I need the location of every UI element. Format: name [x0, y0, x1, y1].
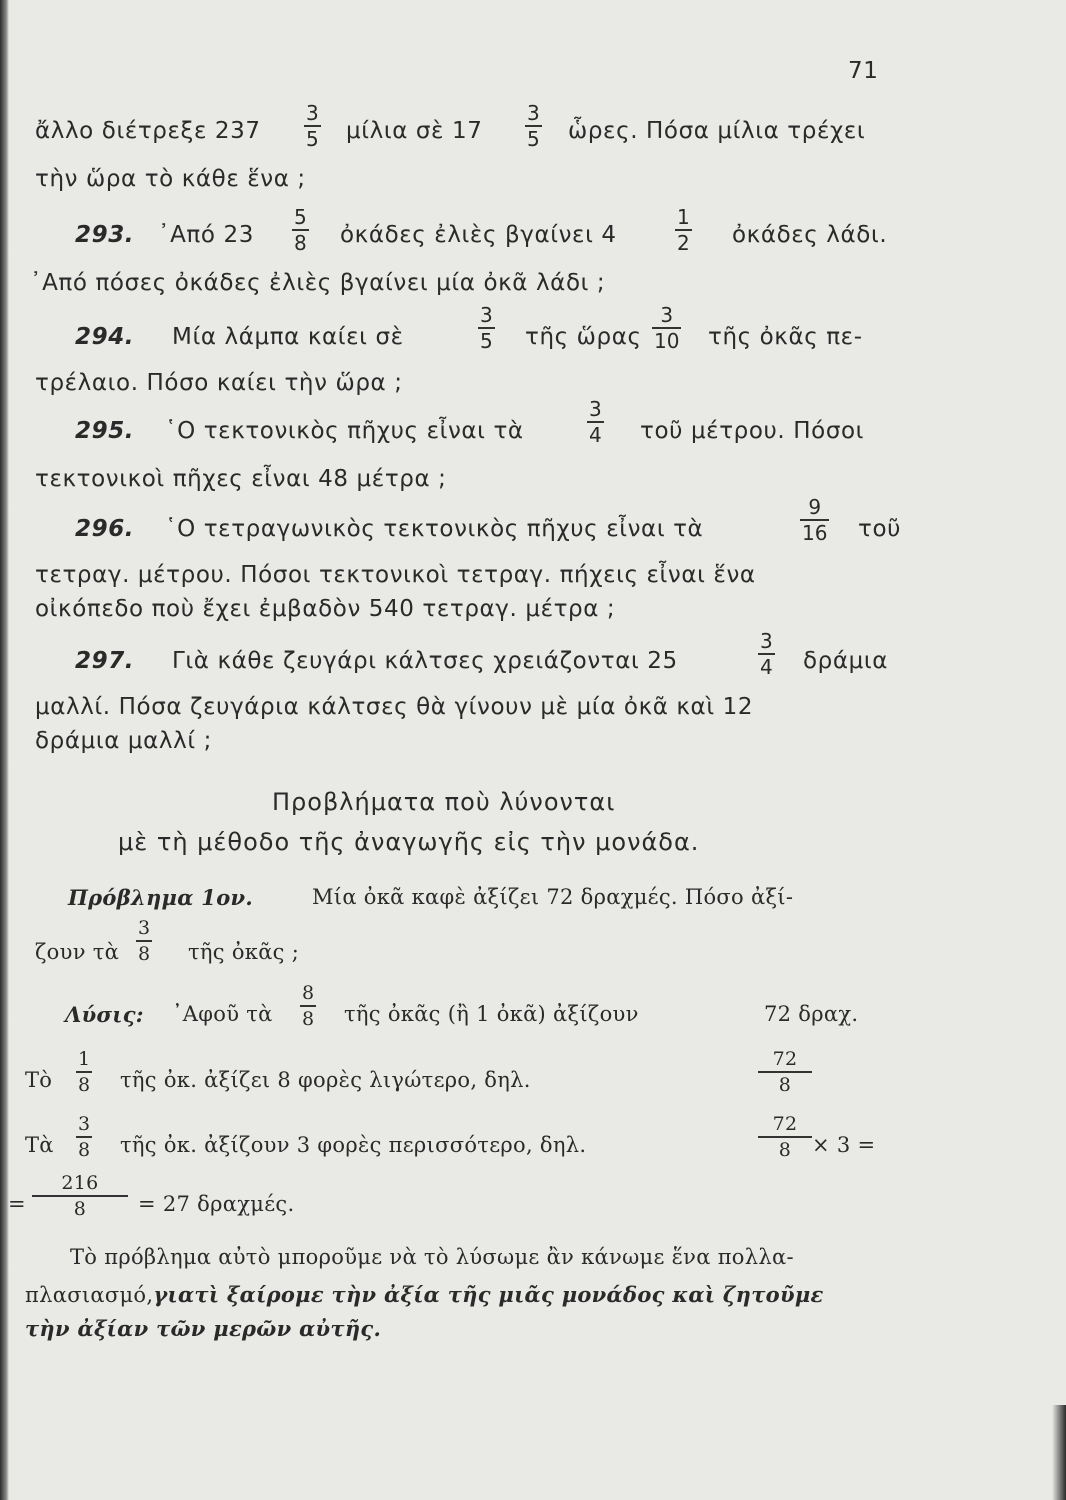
text-line: τοῦ μέτρου. Πόσοι [640, 418, 865, 444]
text-line: τῆς ὀκᾶς πε- [708, 324, 863, 350]
text-line: ᾿Από πόσες ὀκάδες ἐλιὲς βγαίνει μία ὀκᾶ λάδι ; [30, 270, 606, 296]
text-line: μίλια σὲ 17 [346, 118, 483, 144]
fraction: 9 16 [802, 495, 828, 545]
fraction: 3 8 [78, 1113, 91, 1161]
fraction: 216 8 [32, 1172, 128, 1220]
page-corner-shadow [1052, 1405, 1066, 1500]
text-line: = 27 δραχμές. [138, 1192, 295, 1216]
text-line: τρέλαιο. Πόσο καίει τὴν ὥρα ; [35, 370, 403, 396]
text-line: Τὰ [25, 1133, 54, 1157]
text-line: ῾Ο τεκτονικὸς πῆχυς εἶναι τὰ [165, 418, 524, 444]
fraction: 3 8 [138, 917, 151, 965]
text-line: δράμια μαλλί ; [35, 728, 212, 754]
text-run: πλασιασμό, [25, 1283, 154, 1307]
problem-number: 296. [75, 516, 135, 542]
text-line: × 3 = [812, 1133, 876, 1157]
text-line: τὴν ὥρα τὸ κάθε ἕνα ; [35, 166, 306, 192]
problem-number: 294. [75, 324, 135, 350]
text-line: ἄλλο διέτρεξε 237 [35, 118, 261, 144]
value-text: 72 δραχ. [764, 1002, 859, 1026]
text-line: τῆς ὀκᾶς (ἢ 1 ὀκᾶ) ἀξίζουν [344, 1002, 639, 1026]
text-line [25, 1282, 824, 1307]
text-line: ζουν τὰ [35, 940, 120, 964]
text-line: = [8, 1192, 26, 1216]
fraction: 1 8 [78, 1048, 91, 1096]
fraction: 72 8 [758, 1048, 812, 1096]
text-line: ὀκάδες λάδι. [732, 222, 888, 248]
text-line: τῆς ὀκ. ἀξίζει 8 φορὲς λιγώτερο, δηλ. [120, 1068, 531, 1092]
section-heading-line2: μὲ τὴ μέθοδο τῆς ἀναγωγῆς εἰς τὴν μονάδα. [118, 828, 700, 856]
fraction: 5 8 [294, 205, 307, 255]
text-line: τοῦ [858, 516, 902, 542]
text-line: τῆς ὀκᾶς ; [188, 940, 300, 964]
text-line: τῆς ὥρας [525, 324, 642, 350]
problem-number: 293. [75, 222, 135, 248]
fraction: 72 8 [758, 1113, 812, 1161]
solution-label: Λύσις: [65, 1002, 144, 1027]
text-line: ῾Ο τετραγωνικὸς τεκτονικὸς πῆχυς εἶναι τὰ [165, 516, 704, 542]
text-line: Τὸ [25, 1068, 53, 1092]
problem-number: 297. [75, 648, 135, 674]
text-line: Μία λάμπα καίει σὲ [172, 324, 404, 350]
text-line: Μία ὀκᾶ καφὲ ἀξίζει 72 δραχμές. Πόσο ἀξί- [312, 885, 794, 909]
text-line: ὀκάδες ἐλιὲς βγαίνει 4 [340, 222, 617, 248]
text-line: ὧρες. Πόσα μίλια τρέχει [568, 118, 866, 144]
text-line: μαλλί. Πόσα ζευγάρια κάλτσες θὰ γίνουν μὲ μία ὀκᾶ καὶ 12 [35, 694, 754, 720]
text-line: οἰκόπεδο ποὺ ἔχει ἐμβαδὸν 540 τετραγ. μέτρα ; [35, 596, 616, 622]
problem-label: Πρόβλημα 1ον. [68, 885, 253, 910]
text-line: τεκτονικοὶ πῆχες εἶναι 48 μέτρα ; [35, 466, 447, 492]
fraction: 3 10 [654, 303, 680, 353]
fraction: 3 5 [527, 101, 540, 151]
text-line: ᾿Από 23 [158, 222, 254, 248]
emphasis-text: γιατὶ ξαίρομε τὴν ἀξία τῆς μιᾶς μονάδος καὶ ζητοῦμε [153, 1282, 824, 1307]
fraction: 8 8 [302, 982, 315, 1030]
text-line: Τὸ πρόβλημα αὐτὸ μποροῦμε νὰ τὸ λύσωμε ἂν κάνωμε ἕνα πολλα- [70, 1245, 794, 1269]
text-line: τῆς ὀκ. ἀξίζουν 3 φορὲς περισσότερο, δηλ. [120, 1133, 587, 1157]
fraction: 1 2 [677, 205, 690, 255]
text-line: δράμια [803, 648, 889, 674]
problem-number: 295. [75, 418, 135, 444]
text-line: ᾿Αφοῦ τὰ [172, 1002, 273, 1026]
page-number: 71 [848, 58, 879, 84]
fraction: 3 4 [760, 629, 773, 679]
section-heading-line1: Προβλήματα ποὺ λύνονται [272, 788, 616, 816]
fraction: 3 4 [589, 397, 602, 447]
book-spine-shadow [0, 0, 9, 1500]
text-line: Γιὰ κάθε ζευγάρι κάλτσες χρειάζονται 25 [172, 648, 678, 674]
emphasis-text: τὴν ἀξίαν τῶν μερῶν αὐτῆς. [25, 1316, 382, 1341]
fraction: 3 5 [306, 101, 319, 151]
fraction: 3 5 [480, 303, 493, 353]
text-line: τετραγ. μέτρου. Πόσοι τεκτονικοὶ τετραγ. πήχεις εἶναι ἕνα [35, 562, 756, 588]
